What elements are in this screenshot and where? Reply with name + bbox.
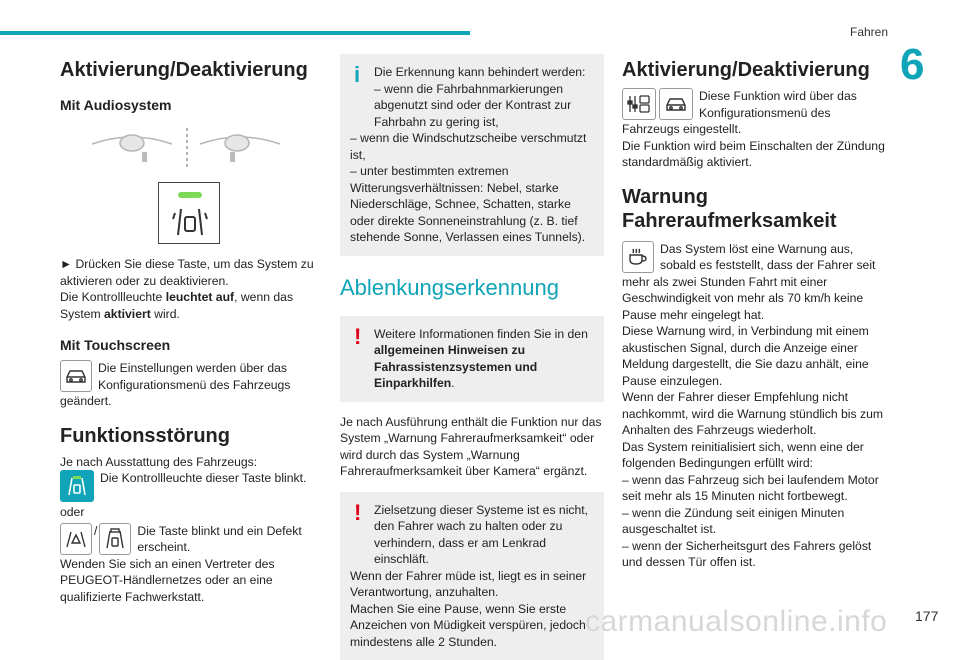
condition-item: – wenn das Fahrzeug sich bei laufendem Motor seit mehr als 15 Minuten nicht fortbewegt. xyxy=(622,472,890,505)
info-note-line: Die Erkennung kann behindert werden: xyxy=(350,64,594,81)
warning-icon: ! xyxy=(354,504,358,522)
lamp-text-part: Die Kontrollleuchte xyxy=(60,290,166,304)
warning-note-1 xyxy=(340,316,604,402)
warning-note-line: Wenn der Fahrer müde ist, liegt es in seiner Verantwortung, anzuhalten. xyxy=(350,568,594,601)
lamp-text-part: , wenn das System xyxy=(60,290,293,321)
column-2 xyxy=(340,55,604,660)
attention-block xyxy=(622,241,890,324)
warning-icon: ! xyxy=(354,328,358,346)
lamp-text-part: wird. xyxy=(151,307,180,321)
column-1 xyxy=(60,55,322,605)
slash-separator: / xyxy=(94,523,97,540)
info-note xyxy=(340,54,604,256)
warning-text-part: . xyxy=(451,376,454,390)
info-note-line: – wenn die Windschutzscheibe verschmutzt ist, xyxy=(350,130,594,163)
default-text: Die Funktion wird beim Einschalten der Zündung standardmäßig aktiviert. xyxy=(622,138,890,171)
info-note-line: – wenn die Fahrbahnmarkierungen abgenutzt sind oder der Kontrast zur Fahrbahn zu gering ist, xyxy=(350,81,594,131)
malfunction-lamp-block xyxy=(60,470,322,502)
car-settings-icon xyxy=(659,88,693,120)
malfunction-lamp-text: Die Kontrollleuchte dieser Taste blinkt. xyxy=(60,470,322,487)
condition-item: – wenn der Sicherheitsgurt des Fahrers gelöst und dessen Tür offen ist. xyxy=(622,538,890,571)
lane-button-illustration xyxy=(158,182,220,244)
header-accent-bar xyxy=(0,31,470,35)
warning-note-2 xyxy=(340,492,604,660)
warning-text-bold: allgemeinen Hinweisen zu Fahrassistenzsystemen und Einparkhilfen xyxy=(374,343,537,390)
column-3 xyxy=(622,55,890,571)
config-text: Diese Funktion wird über das Konfigurationsmenü des Fahrzeugs eingestellt. xyxy=(622,88,890,138)
audio-lamp-text xyxy=(60,289,322,322)
lane-keep-lamp-icon xyxy=(60,470,94,502)
chapter-number: 6 xyxy=(900,40,924,90)
info-note-line: – unter bestimmten extremen Witterungsverhältnissen: Nebel, starke Niederschläge, Schnee, Schatten, starke oder direkte Sonneneinstrahlung (z. B. tief stehende Sonne, Verlassen eines Tunnels). xyxy=(350,163,594,246)
audio-instruction: ► Drücken Sie diese Taste, um das System zu aktivieren oder zu deaktivieren. xyxy=(60,256,322,289)
activation-title: Aktivierung/Deaktivierung xyxy=(60,58,322,82)
warning-note-text xyxy=(350,326,594,392)
attention-text-1: Das System löst eine Warnung aus, sobald es feststellt, dass der Fahrer seit mehr als zwei Stunden Fahrt mit einer Geschwindigkeit von mehr als 70 km/h keine Pause mehr eingelegt hat. xyxy=(622,241,890,324)
driver-attention-title: Warnung Fahreraufmerksamkeit xyxy=(622,185,890,233)
lane-button-icon xyxy=(99,523,131,555)
section-label: Fahren xyxy=(850,25,888,39)
malfunction-title: Funktionsstörung xyxy=(60,424,322,448)
page-number: 177 xyxy=(915,608,938,624)
distraction-title: Ablenkungserkennung xyxy=(340,274,604,302)
info-icon: i xyxy=(354,66,358,84)
malfunction-contact: Wenden Sie sich an einen Vertreter des PEUGEOT-Händlernetzes oder an eine qualifizierte Fachwerkstatt. xyxy=(60,556,322,606)
warning-note-line: Machen Sie eine Pause, wenn Sie erste Anzeichen von Müdigkeit verspüren, jedoch mindestens alle 2 Stunden. xyxy=(350,601,594,651)
lamp-text-bold: aktiviert xyxy=(104,307,151,321)
config-block xyxy=(622,88,890,138)
lane-warning-icon xyxy=(60,523,92,555)
audio-heading: Mit Audiosystem xyxy=(60,96,322,114)
malfunction-or: oder xyxy=(60,504,322,521)
attention-text-2: Diese Warnung wird, in Verbindung mit einem akustischen Signal, durch die Anzeige einer Meldung dargestellt, die Sie dazu anhält, eine Pause einzulegen. xyxy=(622,323,890,389)
lamp-text-bold: leuchtet auf xyxy=(166,290,234,304)
warning-note-line: Zielsetzung dieser Systeme ist es nicht, den Fahrer wach zu halten oder zu verhindern, dass er am Lenkrad einschläft. xyxy=(350,502,594,568)
touchscreen-text: Die Einstellungen werden über das Konfigurationsmenü des Fahrzeugs geändert. xyxy=(60,360,322,410)
attention-text-3: Wenn der Fahrer dieser Empfehlung nicht nachkommt, wird die Warnung stündlich bis zum Anhalten des Fahrzeugs wiederholt. xyxy=(622,389,890,439)
touchscreen-heading: Mit Touchscreen xyxy=(60,336,322,354)
car-settings-icon xyxy=(60,360,92,392)
warning-text-part: Weitere Informationen finden Sie in den xyxy=(374,327,588,341)
touchscreen-block xyxy=(60,360,322,410)
driving-assist-icon xyxy=(622,88,656,120)
watermark: carmanualsonline.info xyxy=(585,605,887,639)
distraction-body: Je nach Ausführung enthält die Funktion nur das System „Warnung Fahreraufmerksamkeit“ oder wird durch das System „Warnung Fahreraufmerksamkeit über Kamera“ ergänzt. xyxy=(340,414,604,480)
steering-wheel-illustration xyxy=(82,126,282,172)
coffee-cup-icon xyxy=(622,241,654,273)
condition-item: – wenn die Zündung seit einigen Minuten ausgeschaltet ist. xyxy=(622,505,890,538)
malfunction-defect-text: Die Taste blinkt und ein Defekt erscheint. xyxy=(60,523,322,556)
attention-text-4: Das System reinitialisiert sich, wenn eine der folgenden Bedingungen erfüllt wird: xyxy=(622,439,890,472)
activation-title-2: Aktivierung/Deaktivierung xyxy=(622,58,890,82)
malfunction-intro: Je nach Ausstattung des Fahrzeugs: xyxy=(60,454,322,471)
malfunction-defect-block xyxy=(60,523,322,556)
